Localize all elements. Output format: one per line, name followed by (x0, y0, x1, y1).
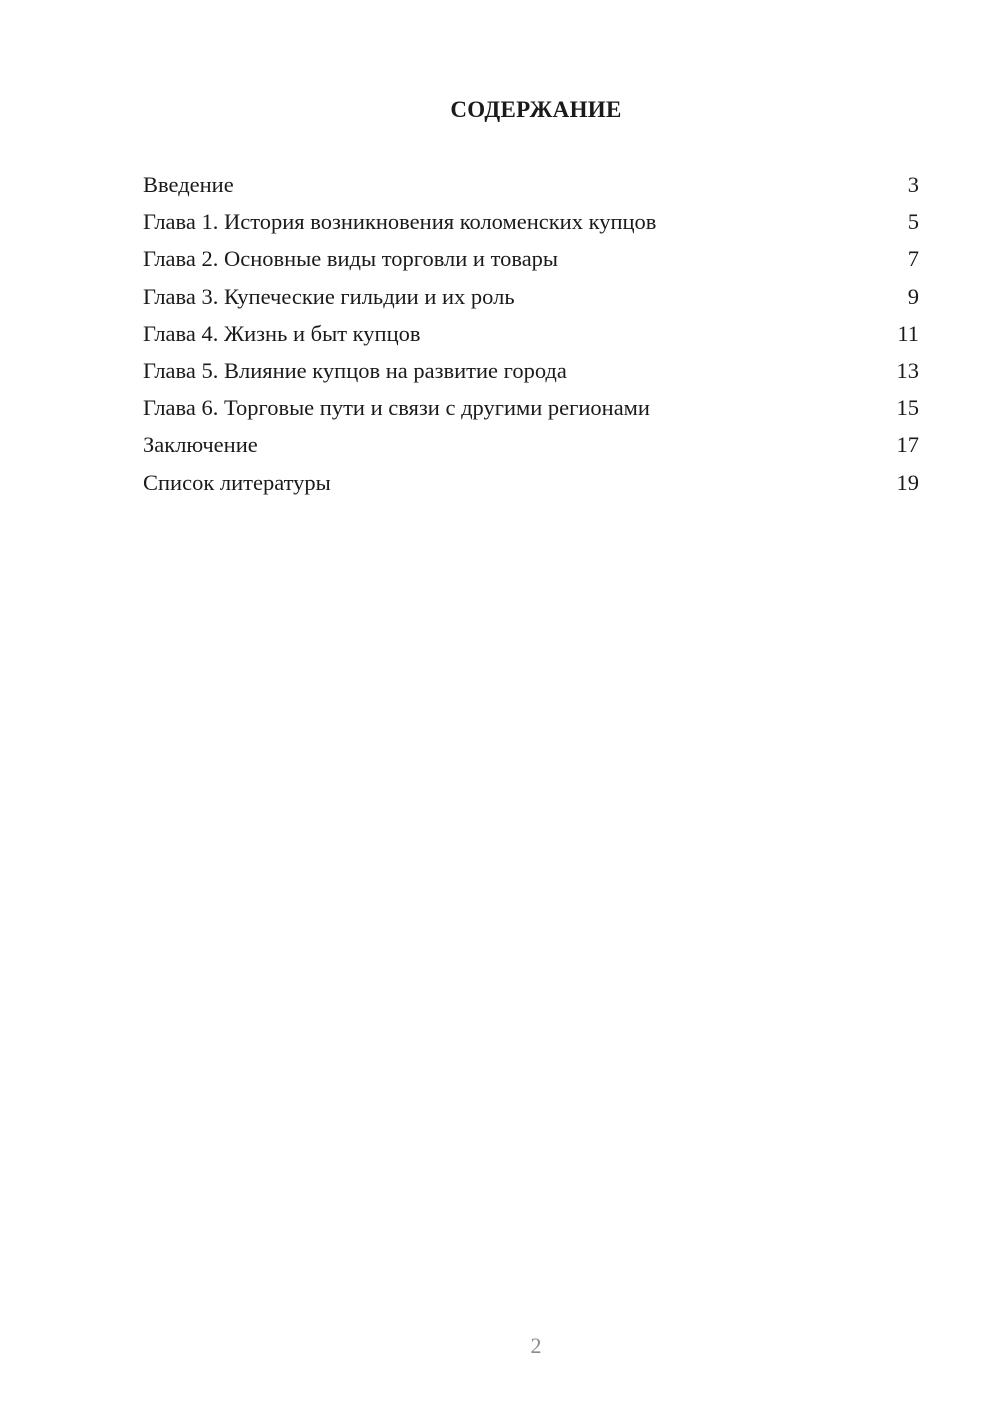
toc-item-page: 5 (907, 209, 919, 235)
toc-item-page: 15 (896, 395, 919, 421)
toc-item-label: Введение (143, 172, 234, 197)
toc-item-label: Глава 1. История возникновения коломенских купцов (143, 209, 657, 235)
toc-item (143, 242, 919, 279)
toc-item-page: 17 (896, 432, 919, 458)
toc-item-label: Глава 2. Основные виды торговли и товары (143, 246, 559, 272)
toc-item (143, 205, 919, 242)
table-of-contents (143, 168, 919, 503)
toc-item (143, 354, 919, 391)
toc-item-page: 3 (907, 172, 919, 197)
toc-item-page: 11 (897, 320, 919, 346)
toc-item-page: 9 (907, 283, 919, 309)
toc-item-label: Заключение (143, 432, 258, 458)
toc-item (143, 168, 919, 205)
page-title: СОДЕРЖАНИЕ (450, 97, 622, 122)
toc-item (143, 466, 919, 503)
toc-item (143, 391, 919, 428)
toc-item (143, 317, 919, 354)
toc-item-label: Глава 6. Торговые пути и связи с другими регионами (143, 395, 650, 421)
toc-item (143, 428, 919, 465)
toc-item-label: Глава 5. Влияние купцов на развитие города (143, 357, 567, 383)
toc-item (143, 280, 919, 317)
page-number: 2 (530, 1333, 542, 1358)
toc-item-page: 19 (896, 469, 919, 495)
toc-item-page: 13 (896, 357, 919, 383)
toc-item-page: 7 (907, 246, 919, 272)
toc-item-label: Глава 3. Купеческие гильдии и их роль (143, 283, 515, 309)
toc-item-label: Глава 4. Жизнь и быт купцов (143, 320, 421, 346)
toc-item-label: Список литературы (143, 469, 331, 495)
